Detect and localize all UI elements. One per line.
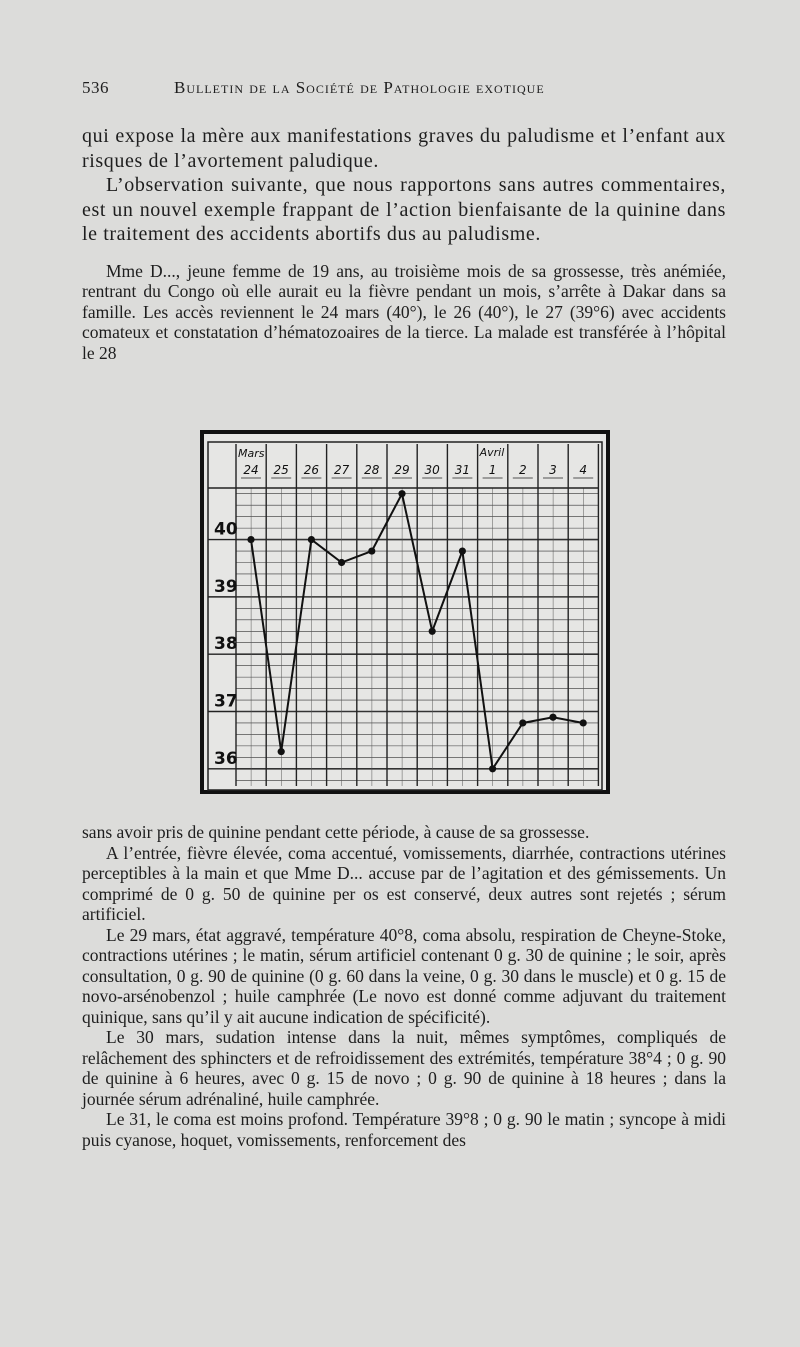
y-tick-label: 37 xyxy=(214,691,238,712)
day-label: 3 xyxy=(549,463,557,477)
page-body xyxy=(82,78,726,363)
day-label: 25 xyxy=(273,463,289,477)
case-intro: Mme D..., jeune femme de 19 ans, au troisième mois de sa grossesse, très anémiée, rentrant du Congo où elle aurait eu la fièvre pendant un mois, s’arrête à Dakar dans sa famille. Les accès reviennent le 24 mars (40°), le 26 (40°), le 27 (39°6) avec accidents comateux et constatation d’hématozoaires de la tierce. La malade est transférée à l’hôpital le 28 xyxy=(82,260,726,363)
day-label: 1 xyxy=(488,463,497,477)
temperature-point xyxy=(247,536,254,543)
temperature-point xyxy=(278,748,285,755)
y-tick-label: 39 xyxy=(214,576,238,597)
temperature-chart-svg xyxy=(200,430,612,796)
paragraph-1: qui expose la mère aux manifestations graves du paludisme et l’enfant aux risques de l’avortement paludique. xyxy=(82,125,726,172)
paragraph-admission: A l’entrée, fièvre élevée, coma accentué, vomissements, diarrhée, contractions utérines perceptibles à la main et que Mme D... accuse par de l’agitation et des gémissements. Un comprimé de 0 g. 50 de quinine per os est conservé, deux autres sont rejetés ; sérum artificiel. xyxy=(82,842,726,924)
paragraph-2: L’observation suivante, que nous rapportons sans autres commentaires, est un nouvel exemple frappant de l’action bienfaisante de la quinine dans le traitement des accidents abortifs dus au paludisme. xyxy=(82,174,726,245)
temperature-point xyxy=(308,536,315,543)
temperature-chart xyxy=(200,430,612,796)
temperature-point xyxy=(549,714,556,721)
temperature-point xyxy=(429,628,436,635)
day-label: 24 xyxy=(243,463,259,477)
running-header xyxy=(82,78,726,106)
day-label: 29 xyxy=(394,463,410,477)
y-tick-label: 40 xyxy=(214,519,238,540)
month-label-mars: Mars xyxy=(238,447,265,460)
day-label: 26 xyxy=(303,463,320,477)
month-label-avril: Avril xyxy=(479,446,505,459)
y-tick-label: 38 xyxy=(214,634,238,655)
day-label: 30 xyxy=(424,463,440,477)
y-tick-label: 36 xyxy=(214,748,238,769)
temperature-point xyxy=(580,719,587,726)
journal-title: Bulletin de la Société de Pathologie exotique xyxy=(174,78,545,97)
temperature-point xyxy=(368,547,375,554)
page-number: 536 xyxy=(82,78,109,97)
paragraph-continuation: sans avoir pris de quinine pendant cette période, à cause de sa grossesse. xyxy=(82,822,590,842)
day-label: 27 xyxy=(333,463,350,477)
temperature-point xyxy=(519,719,526,726)
paragraph-march-31: Le 31, le coma est moins profond. Température 39°8 ; 0 g. 90 le matin ; syncope à midi puis cyanose, hoquet, vomissements, renforcement des xyxy=(82,1109,726,1150)
temperature-point xyxy=(338,559,345,566)
day-label: 2 xyxy=(518,463,527,477)
day-label: 28 xyxy=(364,463,380,477)
day-label: 31 xyxy=(454,463,471,477)
chart-frame xyxy=(202,432,608,792)
paragraph-march-29: Le 29 mars, état aggravé, température 40°8, coma absolu, respiration de Cheyne-Stoke, contractions utérines ; le matin, sérum artificiel contenant 0 g. 30 de quinine ; le soir, après consultation, 0 g. 90 de quinine (0 g. 60 dans la veine, 0 g. 30 dans le muscle) et 0 g. 15 de novo-arsénobenzol ; huile camphrée (Le novo est donné comme adjuvant du traitement quinique, sans qu’il y ait aucune indication de spécificité). xyxy=(82,924,726,1027)
temperature-point xyxy=(459,547,466,554)
paragraph-march-30: Le 30 mars, sudation intense dans la nuit, mêmes symptômes, compliqués de relâchement des sphincters et de refroidissement des extrémités, température 38°4 ; 0 g. 90 de quinine à 6 heures, avec 0 g. 15 de novo ; 0 g. 90 de quinine à 18 heures ; dans la journée sérum adrénaliné, huile camphrée. xyxy=(82,1027,726,1109)
temperature-point xyxy=(398,490,405,497)
day-label: 4 xyxy=(579,463,588,477)
lower-text xyxy=(82,822,726,1150)
temperature-point xyxy=(489,765,496,772)
